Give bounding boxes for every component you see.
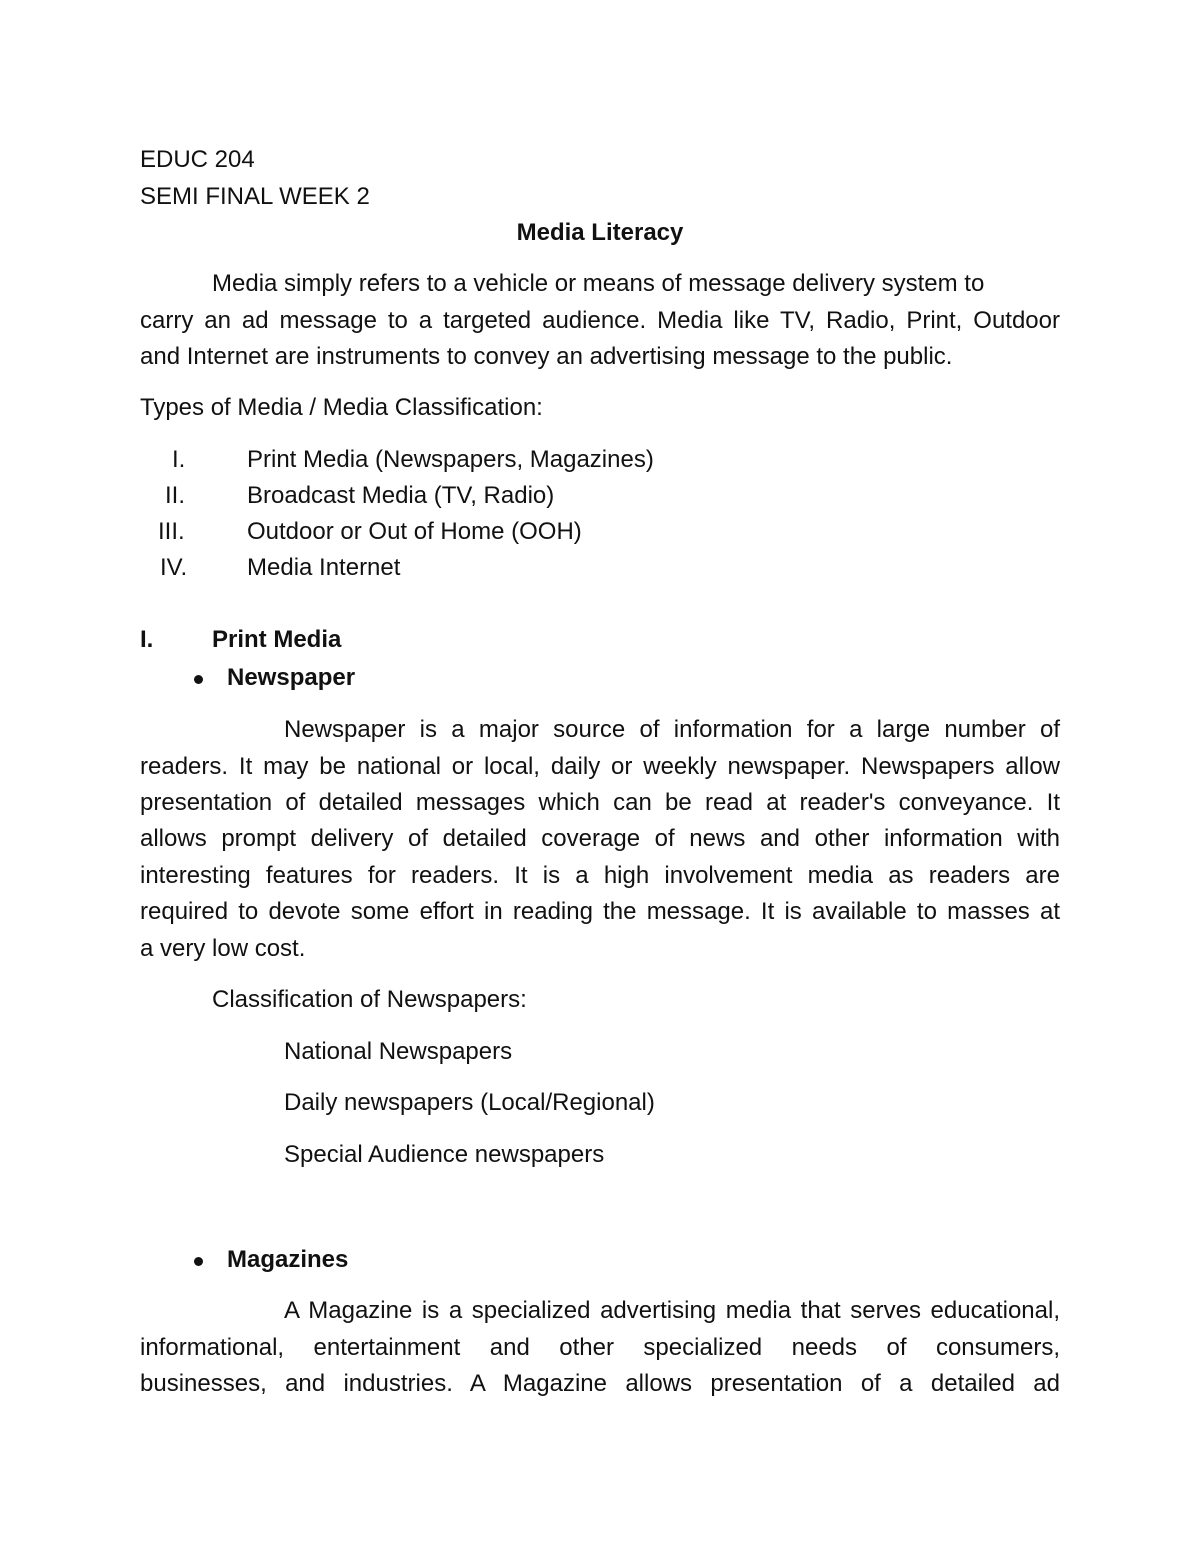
types-heading: Types of Media / Media Classification: xyxy=(140,394,543,421)
list-item: Broadcast Media (TV, Radio) xyxy=(247,482,555,509)
period-label: SEMI FINAL WEEK 2 xyxy=(140,183,370,210)
paragraph-line: a very low cost. xyxy=(140,935,306,962)
classification-item: Special Audience newspapers xyxy=(284,1141,605,1168)
intro-line-3: and Internet are instruments to convey an advertising message to the public. xyxy=(140,343,953,370)
list-item: Media Internet xyxy=(247,554,401,581)
course-code: EDUC 204 xyxy=(140,146,255,173)
paragraph-line: presentation of detailed messages which can be read at reader's conveyance. It xyxy=(140,789,1060,816)
paragraph-line: informational, entertainment and other specialized needs of consumers, xyxy=(140,1334,1060,1361)
bullet-icon xyxy=(194,1257,203,1266)
paragraph-line: required to devote some effort in reading the message. It is available to masses at xyxy=(140,898,1060,925)
list-numeral: IV. xyxy=(160,554,188,581)
paragraph-line: allows prompt delivery of detailed coverage of news and other information with xyxy=(140,825,1060,852)
list-numeral: I. xyxy=(172,446,186,473)
list-item: Print Media (Newspapers, Magazines) xyxy=(247,446,654,473)
bullet-icon xyxy=(194,675,203,684)
paragraph-line: Newspaper is a major source of information for a large number of xyxy=(284,716,1060,743)
classification-item: Daily newspapers (Local/Regional) xyxy=(284,1089,655,1116)
paragraph-line: readers. It may be national or local, daily or weekly newspaper. Newspapers allow xyxy=(140,753,1060,780)
classification-heading: Classification of Newspapers: xyxy=(212,986,527,1013)
paragraph-line: businesses, and industries. A Magazine allows presentation of a detailed ad xyxy=(140,1370,1060,1397)
subheading-magazines: Magazines xyxy=(227,1246,349,1273)
section-title: Print Media xyxy=(212,626,342,653)
list-item: Outdoor or Out of Home (OOH) xyxy=(247,518,582,545)
classification-item: National Newspapers xyxy=(284,1038,513,1065)
list-numeral: III. xyxy=(158,518,185,545)
page-title: Media Literacy xyxy=(516,219,684,246)
list-numeral: II. xyxy=(165,482,186,509)
section-numeral: I. xyxy=(140,626,154,653)
intro-line-2: carry an ad message to a targeted audience. Media like TV, Radio, Print, Outdoor xyxy=(140,307,1060,334)
paragraph-line: interesting features for readers. It is a high involvement media as readers are xyxy=(140,862,1060,889)
subheading-newspaper: Newspaper xyxy=(227,664,356,691)
intro-line-1: Media simply refers to a vehicle or means of message delivery system to xyxy=(212,270,985,297)
paragraph-line: A Magazine is a specialized advertising media that serves educational, xyxy=(284,1297,1060,1324)
